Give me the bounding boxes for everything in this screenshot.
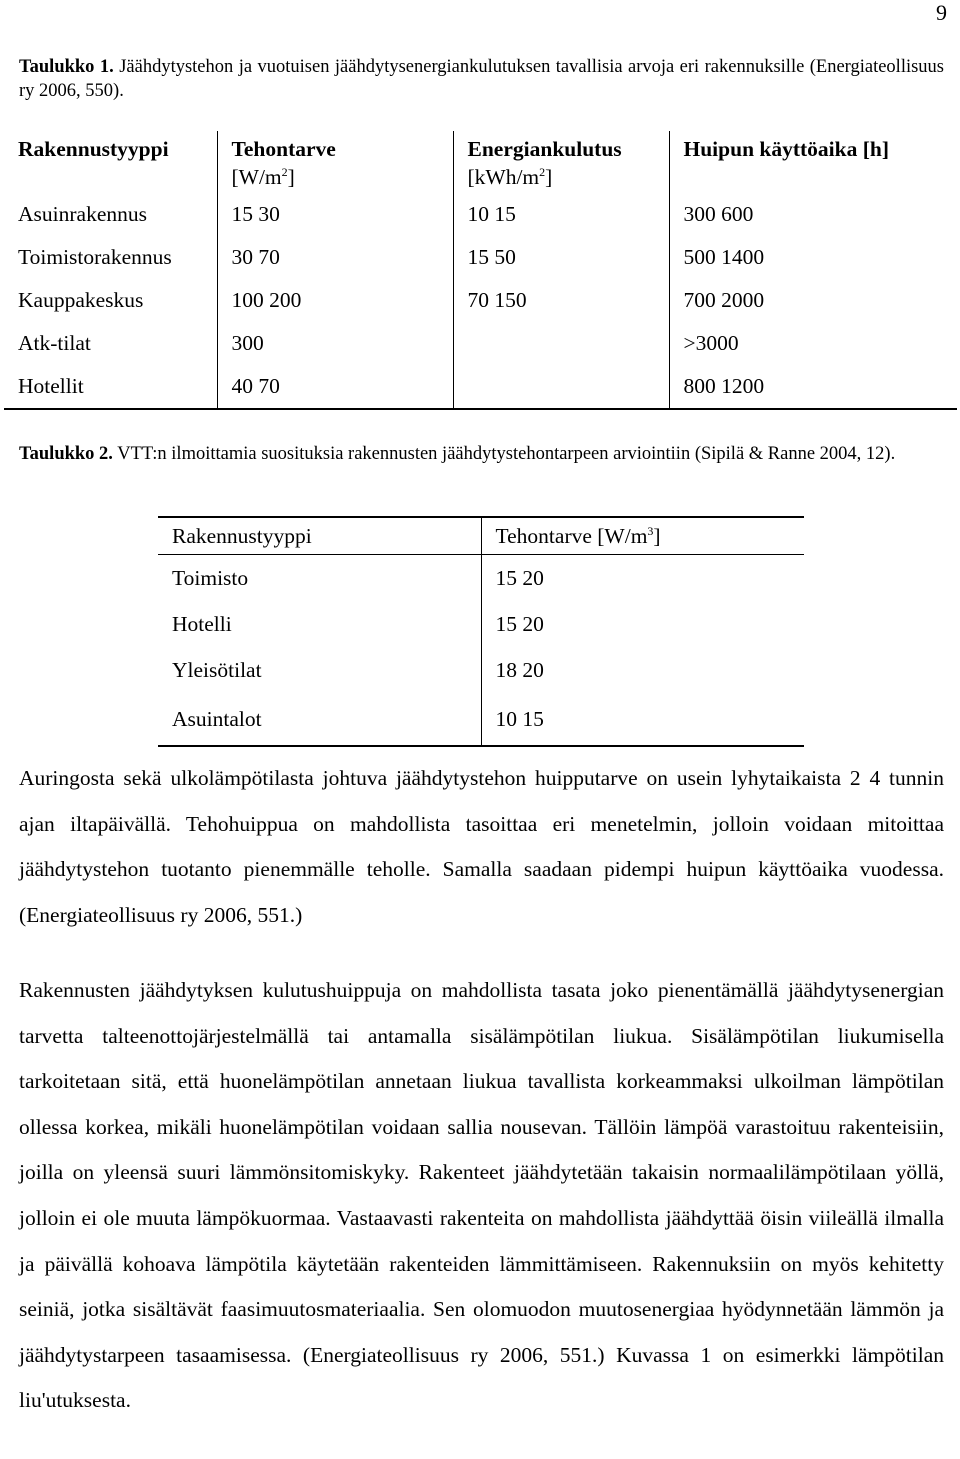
table2-caption-label: Taulukko 2. [19, 444, 113, 464]
table1-cell-energy [453, 365, 669, 409]
table1-cell-peak: 800 1200 [669, 365, 957, 409]
table1-header-row [4, 131, 957, 193]
table1-cell-energy: 15 50 [453, 236, 669, 279]
table1 [4, 131, 957, 410]
table-row [4, 236, 957, 279]
table1-cell-type: Kauppakeskus [18, 288, 144, 312]
table-row [4, 365, 957, 409]
table1-header-peak: Huipun käyttöaika [h] [669, 131, 957, 193]
table1-cell-type: Toimistorakennus [18, 245, 172, 269]
table1-cell-power: 30 70 [217, 236, 453, 279]
table2-cell-type: Yleisötilat [172, 658, 262, 682]
table1-header-type: Rakennustyyppi [18, 137, 169, 161]
table1-cell-peak: 300 600 [669, 193, 957, 236]
table1-cell-power: 40 70 [217, 365, 453, 409]
table1-cell-energy [453, 322, 669, 365]
body-paragraph-2: Rakennusten jäähdytyksen kulutushuippuja on mahdollista tasata joko pienentämällä jäähdytysenergian tarvetta talteenottojärjestelmällä tai antamalla sisälämpötilan liukua. Sisälämpötilan liukumisella tarkoitetaan sitä, että huonelämpötilan annetaan liukua tavallista korkeammaksi ulkoilman lämpötilan ollessa korkea, mikäli huonelämpötilan voidaan sallia nousevan. Tällöin lämpöä varastoituu rakenteisiin, joilla on yleensä suuri lämmönsitomiskyky. Rakenteet jäähdytetään takaisin normaalilämpötilaan yöllä, jolloin ei ole muuta lämpökuormaa. Vastaavasti rakenteita on mahdollista jäähdyttää öisin viileällä ilmalla ja päivällä kohoava lämpötila käytetään rakenteiden lämmittämiseen. Rakennuksiin on myös kehitetty seiniä, jotka sisältävät faasimuutosmateriaalia. Sen olomuodon muutosenergiaa hyödynnetään lämmön ja jäähdytystarpeen tasaamisessa. (Energiateollisuus ry 2006, 551.) Kuvassa 1 on esimerkki lämpötilan liu'utuksesta. [19, 978, 944, 1413]
table1-caption [19, 55, 944, 103]
table1-cell-peak: 700 2000 [669, 279, 957, 322]
table2-cell-power: 18 20 [481, 647, 804, 693]
table1-cell-energy: 10 15 [453, 193, 669, 236]
table1-cell-power: 100 200 [217, 279, 453, 322]
table2-header-row [158, 517, 804, 555]
table1-caption-text: Jäähdytystehon ja vuotuisen jäähdytysenergiankulutuksen tavallisia arvoja eri rakennuksille (Energiateollisuus ry 2006, 550). [19, 57, 945, 101]
table2-cell-power: 15 20 [481, 555, 804, 602]
page-number: 9 [936, 0, 947, 25]
table2-cell-power: 10 15 [481, 693, 804, 746]
body-paragraph-1: Auringosta sekä ulkolämpötilasta johtuva jäähdytystehon huipputarve on usein lyhytaikaista 2 4 tunnin ajan iltapäivällä. Tehohuippua on mahdollista tasoittaa eri menetelmin, jolloin voidaan mitoittaa jäähdytystehon tuotanto pienemmälle teholle. Samalla saadaan pidempi huipun käyttöaika vuodessa. (Energiateollisuus ry 2006, 551.) [19, 766, 944, 927]
table1-cell-power: 15 30 [217, 193, 453, 236]
table2-cell-type: Toimisto [172, 566, 249, 590]
table2-header-power: Tehontarve $[W/m^3]$ [481, 517, 804, 555]
table1-cell-energy: 70 150 [453, 279, 669, 322]
table1-cell-power: 300 [217, 322, 453, 365]
table1-header-power: Tehontarve $[W/m^2]$ [217, 131, 453, 193]
table-row [158, 647, 804, 693]
table1-cell-peak: >3000 [669, 322, 957, 365]
table-row [158, 555, 804, 602]
table1-cell-type: Atk-tilat [18, 331, 91, 355]
table2-caption-text: VTT:n ilmoittamia suosituksia rakennusten jäähdytystehontarpeen arviointiin (Sipilä & Ranne 2004, 12). [112, 444, 896, 464]
table-row [4, 193, 957, 236]
table2-caption [19, 442, 944, 466]
table1-cell-type: Asuinrakennus [18, 202, 147, 226]
table-row [158, 601, 804, 647]
table2-cell-type: Asuintalot [158, 693, 481, 746]
table2 [158, 516, 804, 747]
table-row [4, 322, 957, 365]
table1-cell-type: Hotellit [4, 365, 217, 409]
table1-caption-label: Taulukko 1. [19, 57, 114, 77]
table2-cell-power: 15 20 [481, 601, 804, 647]
table2-header-type: Rakennustyyppi [158, 517, 481, 555]
table-row [4, 279, 957, 322]
table-row [158, 693, 804, 746]
table2-cell-type: Hotelli [172, 612, 232, 636]
table1-cell-peak: 500 1400 [669, 236, 957, 279]
table1-header-energy: Energiankulutus $[kWh/m^2]$ [453, 131, 669, 193]
